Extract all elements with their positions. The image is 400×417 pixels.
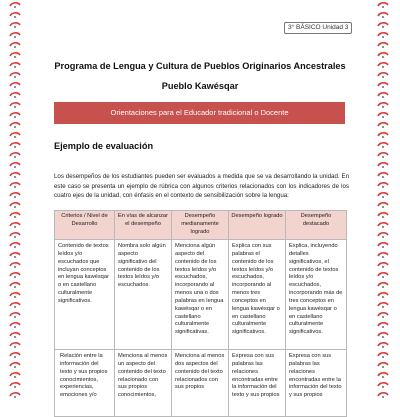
spiral-hole — [14, 316, 16, 318]
spiral-hole — [382, 326, 384, 328]
spiral-ring — [378, 43, 388, 46]
spiral-ring — [10, 323, 20, 326]
spiral-ring — [378, 83, 388, 86]
spiral-hole — [14, 6, 16, 8]
spiral-ring — [10, 373, 20, 376]
spiral-ring — [378, 133, 388, 136]
spiral-hole — [382, 176, 384, 178]
spiral-hole — [382, 76, 384, 78]
spiral-hole — [382, 156, 384, 158]
spiral-ring — [10, 103, 20, 106]
spiral-hole — [382, 236, 384, 238]
program-title: Programa de Lengua y Cultura de Pueblos Originarios Ancestrales — [54, 61, 346, 71]
spiral-ring — [378, 293, 388, 296]
spiral-ring — [378, 183, 388, 186]
spiral-hole — [382, 46, 384, 48]
spiral-hole — [382, 96, 384, 98]
spiral-ring — [10, 153, 20, 156]
spiral-ring — [378, 123, 388, 126]
spiral-ring — [10, 263, 20, 266]
header-criteria: Criterios / Nivel de Desarrollo — [55, 211, 115, 240]
spiral-hole — [382, 266, 384, 268]
spiral-hole — [14, 346, 16, 348]
spiral-ring — [378, 93, 388, 96]
spiral-hole — [382, 106, 384, 108]
spiral-ring — [378, 3, 388, 6]
spiral-ring — [10, 293, 20, 296]
spiral-ring — [378, 303, 388, 306]
spiral-ring — [10, 183, 20, 186]
spiral-ring — [10, 233, 20, 236]
spiral-hole — [382, 356, 384, 358]
table-cell: Menciona algún aspecto del contenido de los textos leídos y/o escuchados, incorporando al menos una o dos palabras en lengua kawésqar o en castellano culturalmente significativas. — [172, 240, 229, 350]
spiral-ring — [10, 223, 20, 226]
spiral-hole — [382, 146, 384, 148]
table-cell: Expresa con sus palabras las relaciones encontradas entre la información del texto y sus propios — [229, 350, 286, 417]
spiral-hole — [14, 96, 16, 98]
spiral-hole — [14, 106, 16, 108]
spiral-hole — [382, 126, 384, 128]
spiral-ring — [10, 13, 20, 16]
spiral-ring — [378, 323, 388, 326]
spiral-hole — [382, 366, 384, 368]
left-binding-spiral — [9, 0, 21, 400]
spiral-hole — [382, 336, 384, 338]
spiral-hole — [14, 156, 16, 158]
table-cell: Nombra solo algún aspecto significativo del contenido de los textos leídos y/o escuchados. — [115, 240, 172, 350]
intro-paragraph: Los desempeños de los estudiantes pueden ser evaluados a medida que se va desarrollando la unidad. En este caso se presenta un ejemplo de rúbrica con algunos criterios relacionados con los indicadores de los cuatro ejes de la unidad, con énfasis en el contexto de sensibilización sobre la lengua: — [54, 173, 349, 200]
spiral-ring — [10, 343, 20, 346]
spiral-hole — [382, 186, 384, 188]
spiral-ring — [378, 63, 388, 66]
spiral-ring — [378, 273, 388, 276]
spiral-ring — [378, 153, 388, 156]
spiral-hole — [14, 56, 16, 58]
spiral-ring — [378, 23, 388, 26]
spiral-ring — [10, 213, 20, 216]
spiral-ring — [10, 173, 20, 176]
spiral-ring — [378, 243, 388, 246]
spiral-ring — [10, 93, 20, 96]
spiral-ring — [378, 173, 388, 176]
table-cell: Menciona al menos un aspecto del contenido del texto relacionado con sus propios conocimientos, — [115, 350, 172, 417]
spiral-ring — [378, 283, 388, 286]
spiral-hole — [14, 86, 16, 88]
spiral-ring — [10, 383, 20, 386]
spiral-ring — [378, 253, 388, 256]
spiral-ring — [10, 163, 20, 166]
spiral-hole — [14, 166, 16, 168]
spiral-hole — [14, 46, 16, 48]
spiral-hole — [14, 246, 16, 248]
spiral-hole — [382, 276, 384, 278]
spiral-hole — [14, 376, 16, 378]
spiral-hole — [382, 316, 384, 318]
table-cell: Relación entre la información del texto y sus propios conocimientos, experiencias, emociones y/o — [55, 350, 115, 417]
spiral-hole — [382, 296, 384, 298]
spiral-hole — [382, 306, 384, 308]
spiral-ring — [378, 223, 388, 226]
spiral-ring — [10, 243, 20, 246]
spiral-hole — [14, 236, 16, 238]
table-row — [55, 240, 347, 350]
spiral-ring — [10, 23, 20, 26]
spiral-hole — [382, 226, 384, 228]
spiral-ring — [378, 163, 388, 166]
header-level-4: Desempeño destacado — [286, 211, 347, 240]
spiral-hole — [14, 296, 16, 298]
spiral-hole — [14, 256, 16, 258]
guidance-banner: Orientaciones para el Educador tradicional o Docente — [54, 102, 345, 124]
spiral-hole — [14, 196, 16, 198]
table-row — [55, 350, 347, 417]
right-binding-spiral — [377, 0, 389, 400]
spiral-hole — [14, 306, 16, 308]
header-level-2: Desempeño medianamente logrado — [172, 211, 229, 240]
spiral-hole — [382, 6, 384, 8]
spiral-ring — [10, 143, 20, 146]
spiral-ring — [378, 263, 388, 266]
spiral-ring — [378, 343, 388, 346]
spiral-ring — [10, 393, 20, 396]
spiral-ring — [10, 363, 20, 366]
spiral-ring — [378, 33, 388, 36]
spiral-hole — [14, 396, 16, 398]
spiral-hole — [14, 36, 16, 38]
spiral-hole — [382, 86, 384, 88]
spiral-hole — [14, 66, 16, 68]
spiral-ring — [378, 193, 388, 196]
spiral-ring — [10, 73, 20, 76]
spiral-ring — [10, 43, 20, 46]
spiral-hole — [14, 76, 16, 78]
spiral-hole — [382, 346, 384, 348]
grade-unit-badge: 3° BÁSICO Unidad 3 — [284, 22, 352, 34]
spiral-hole — [14, 336, 16, 338]
spiral-ring — [10, 123, 20, 126]
spiral-ring — [378, 363, 388, 366]
spiral-ring — [378, 13, 388, 16]
spiral-ring — [10, 313, 20, 316]
spiral-hole — [382, 196, 384, 198]
spiral-hole — [382, 66, 384, 68]
spiral-binding-icon — [9, 0, 21, 400]
spiral-ring — [10, 3, 20, 6]
spiral-hole — [382, 26, 384, 28]
table-cell: Menciona al menos dos aspectos del contenido del texto relacionados con sus propios — [172, 350, 229, 417]
spiral-binding-icon — [377, 0, 389, 400]
spiral-ring — [10, 133, 20, 136]
spiral-hole — [14, 136, 16, 138]
spiral-hole — [14, 276, 16, 278]
spiral-hole — [382, 56, 384, 58]
spiral-ring — [10, 63, 20, 66]
header-level-1: En vías de alcanzar el desempeño — [115, 211, 172, 240]
spiral-hole — [14, 146, 16, 148]
spiral-ring — [378, 313, 388, 316]
spiral-hole — [14, 266, 16, 268]
spiral-hole — [14, 356, 16, 358]
spiral-hole — [382, 246, 384, 248]
spiral-ring — [378, 383, 388, 386]
spiral-ring — [10, 203, 20, 206]
spiral-ring — [378, 143, 388, 146]
spiral-hole — [382, 16, 384, 18]
spiral-hole — [14, 126, 16, 128]
spiral-hole — [14, 326, 16, 328]
spiral-ring — [10, 303, 20, 306]
spiral-hole — [382, 136, 384, 138]
spiral-ring — [378, 203, 388, 206]
spiral-hole — [14, 16, 16, 18]
spiral-ring — [378, 73, 388, 76]
spiral-ring — [378, 213, 388, 216]
spiral-hole — [14, 176, 16, 178]
rubric-table — [54, 210, 347, 417]
spiral-ring — [10, 253, 20, 256]
spiral-ring — [378, 393, 388, 396]
spiral-ring — [10, 353, 20, 356]
spiral-hole — [14, 116, 16, 118]
spiral-hole — [382, 206, 384, 208]
spiral-hole — [14, 206, 16, 208]
spiral-hole — [382, 386, 384, 388]
table-cell: Expresa con sus palabras las relaciones encontradas entre la información del texto y sus propios — [286, 350, 347, 417]
spiral-ring — [10, 283, 20, 286]
header-level-3: Desempeño logrado — [229, 211, 286, 240]
spiral-ring — [10, 113, 20, 116]
spiral-hole — [382, 166, 384, 168]
rubric-header-row — [55, 211, 347, 240]
spiral-hole — [14, 286, 16, 288]
spiral-hole — [14, 386, 16, 388]
spiral-hole — [14, 226, 16, 228]
spiral-hole — [14, 26, 16, 28]
spiral-ring — [378, 103, 388, 106]
spiral-hole — [14, 186, 16, 188]
spiral-ring — [378, 333, 388, 336]
spiral-ring — [378, 53, 388, 56]
spiral-ring — [10, 53, 20, 56]
spiral-hole — [382, 286, 384, 288]
spiral-ring — [10, 33, 20, 36]
spiral-hole — [382, 396, 384, 398]
spiral-hole — [382, 36, 384, 38]
spiral-hole — [382, 376, 384, 378]
spiral-hole — [382, 116, 384, 118]
table-cell: Explica con sus palabras el contenido de los textos leídos y/o escuchados, incorporando al menos tres conceptos en lengua kawésqar o en castellano culturalmente significativos. — [229, 240, 286, 350]
spiral-ring — [378, 113, 388, 116]
spiral-hole — [382, 216, 384, 218]
table-cell: Contenido de textos leídos y/o escuchados que incluyan conceptos en lengua kawésqar o en castellano culturalmente significativos. — [55, 240, 115, 350]
spiral-hole — [382, 256, 384, 258]
spiral-hole — [14, 216, 16, 218]
spiral-ring — [378, 373, 388, 376]
spiral-ring — [10, 333, 20, 336]
table-cell: Explica, incluyendo detalles significativos, el contenido de textos leídos y/o escuchados, incorporando más de tres conceptos en lengua kawésqar o en castellano culturalmente significativos. — [286, 240, 347, 350]
spiral-ring — [10, 273, 20, 276]
spiral-hole — [14, 366, 16, 368]
spiral-ring — [378, 233, 388, 236]
spiral-ring — [10, 193, 20, 196]
spiral-ring — [378, 353, 388, 356]
spiral-ring — [10, 83, 20, 86]
people-subtitle: Pueblo Kawésqar — [161, 81, 239, 91]
section-title: Ejemplo de evaluación — [54, 141, 154, 151]
